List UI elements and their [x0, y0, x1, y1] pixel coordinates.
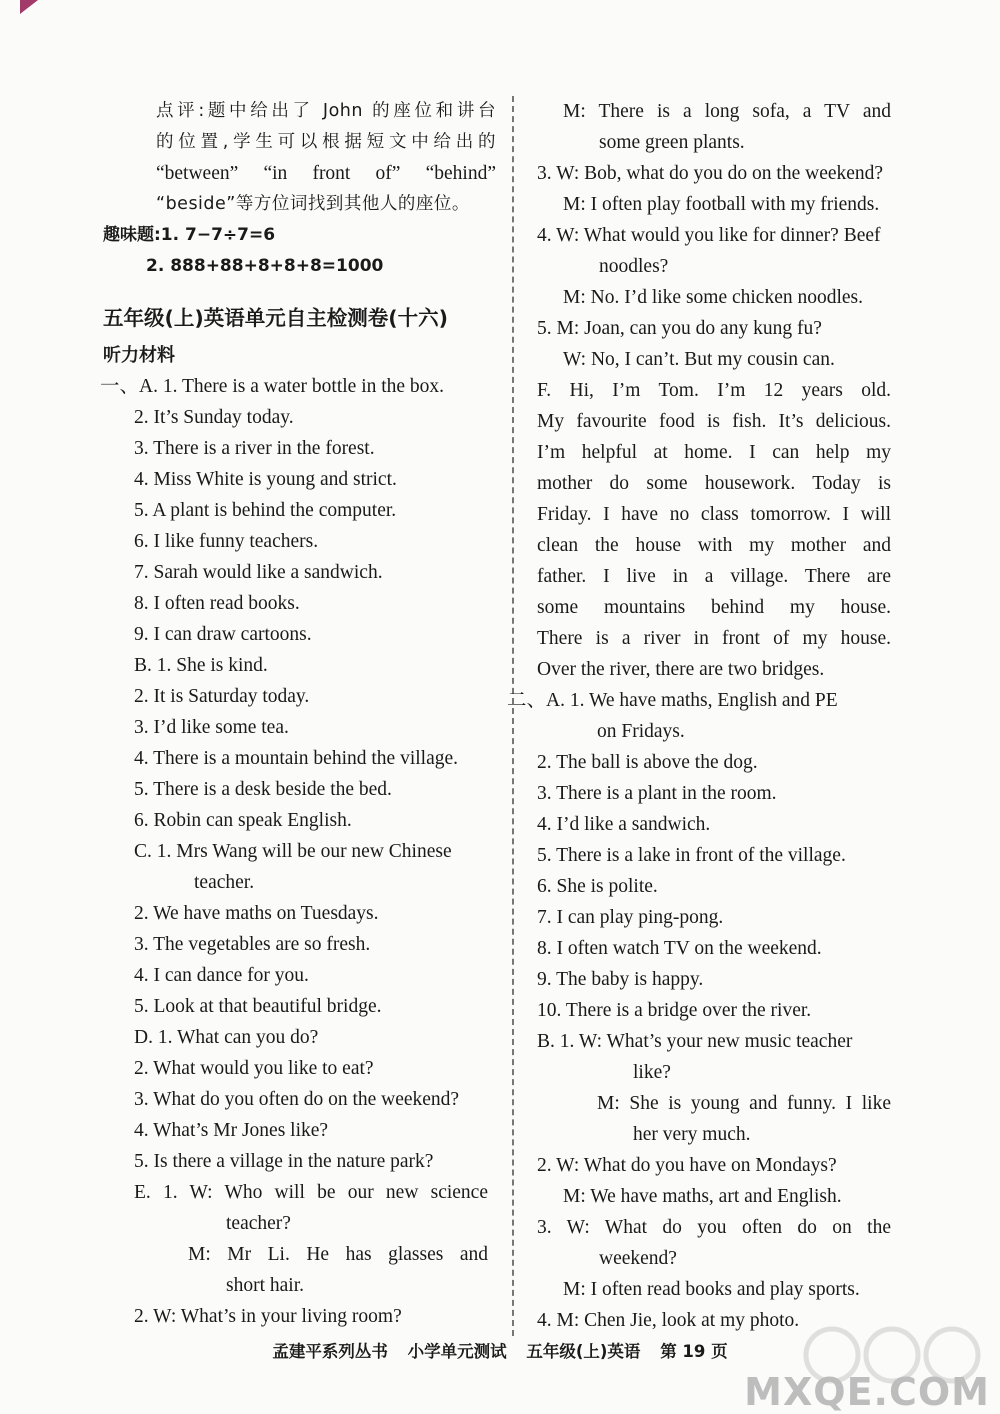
left-text-line: “between” “in front of” “behind” — [156, 163, 496, 184]
right-text-line: My favourite food is fish. It’s delicious. — [537, 411, 891, 432]
left-text-line: 3. What do you often do on the weekend? — [134, 1089, 460, 1110]
left-text-line: 4. There is a mountain behind the village. — [134, 748, 459, 769]
left-text-line: C. 1. Mrs Wang will be our new Chinese — [134, 841, 452, 862]
right-text-line: 4. I’d like a sandwich. — [537, 814, 711, 835]
right-text-line: M: She is young and funny. I like — [597, 1093, 891, 1114]
left-text-line: 7. Sarah would like a sandwich. — [134, 562, 383, 583]
left-text-line: short hair. — [226, 1275, 304, 1296]
right-text-line: M: There is a long sofa, a TV and — [563, 101, 891, 122]
right-column — [505, 96, 900, 1336]
right-text-line: some mountains behind my house. — [537, 597, 891, 618]
left-text-line: 9. I can draw cartoons. — [134, 624, 312, 645]
right-text-line: 5. There is a lake in front of the village. — [537, 845, 846, 866]
left-text-line: teacher. — [194, 872, 255, 893]
right-text-line: W: No, I can’t. But my cousin can. — [563, 349, 835, 370]
right-text-line: 2. The ball is above the dog. — [537, 752, 758, 773]
right-text-line: 4. W: What would you like for dinner? Beef — [537, 225, 881, 246]
left-text-line: 2. It’s Sunday today. — [134, 407, 294, 428]
right-text-line: like? — [633, 1062, 671, 1083]
right-text-line: M: I often read books and play sports. — [563, 1279, 860, 1300]
right-text-line: There is a river in front of my house. — [537, 628, 891, 649]
right-text-line: 2. W: What do you have on Mondays? — [537, 1155, 837, 1176]
right-text-line: father. I live in a village. There are — [537, 566, 891, 587]
right-text-line: 9. The baby is happy. — [537, 969, 704, 990]
corner-mark — [20, 0, 38, 14]
right-text-line: 6. She is polite. — [537, 876, 658, 897]
right-text-line: some green plants. — [599, 132, 745, 153]
left-text-line: 听力材料 — [103, 345, 175, 366]
left-column — [98, 96, 500, 1332]
right-text-line: 3. There is a plant in the room. — [537, 783, 777, 804]
footer-page-number: 第 19 页 — [660, 1342, 728, 1361]
right-text-line: I’m helpful at home. I can help my — [537, 442, 891, 463]
left-text-line: 4. I can dance for you. — [134, 965, 309, 986]
left-text-line: “beside”等方位词找到其他人的座位。 — [156, 194, 470, 214]
footer-book: 小学单元测试 — [407, 1342, 507, 1361]
left-text-line: D. 1. What can you do? — [134, 1027, 319, 1048]
right-text-line: B. 1. W: What’s your new music teacher — [537, 1031, 853, 1052]
left-text-line: 点评:题中给出了 John 的座位和讲台 — [156, 101, 496, 121]
right-text-line: Over the river, there are two bridges. — [537, 659, 825, 680]
left-text-line: 3. I’d like some tea. — [134, 717, 289, 738]
left-text-line: 4. What’s Mr Jones like? — [134, 1120, 329, 1141]
right-text-line: M: I often play football with my friends. — [563, 194, 880, 215]
left-text-line: B. 1. She is kind. — [134, 655, 268, 676]
right-text-line: 8. I often watch TV on the weekend. — [537, 938, 822, 959]
left-text-line: E. 1. W: Who will be our new science — [134, 1182, 488, 1203]
left-text-line: 2. 888+88+8+8+8=1000 — [146, 256, 384, 276]
right-text-line: 10. There is a bridge over the river. — [537, 1000, 812, 1021]
right-text-line: 3. W: What do you often do on the — [537, 1217, 891, 1238]
right-text-line: her very much. — [633, 1124, 751, 1145]
footer-series: 孟建平系列丛书 — [272, 1342, 388, 1361]
left-text-line: 2. W: What’s in your living room? — [134, 1306, 402, 1327]
left-text-line: teacher? — [226, 1213, 291, 1234]
right-text-line: 二、A. 1. We have maths, English and PE — [507, 690, 838, 711]
left-text-line: 五年级(上)英语单元自主检测卷(十六) — [103, 306, 448, 330]
watermark-text: MXQE.COM — [744, 1370, 990, 1414]
left-text-line: 5. Is there a village in the nature park? — [134, 1151, 434, 1172]
right-text-line: Friday. I have no class tomorrow. I will — [537, 504, 891, 525]
left-text-line: 趣味题:1. 7−7÷7=6 — [103, 225, 276, 245]
left-text-line: 一、A. 1. There is a water bottle in the box. — [100, 376, 445, 397]
left-text-line: 2. It is Saturday today. — [134, 686, 310, 707]
left-text-line: 6. Robin can speak English. — [134, 810, 352, 831]
right-text-line: M: No. I’d like some chicken noodles. — [563, 287, 864, 308]
right-text-line: 5. M: Joan, can you do any kung fu? — [537, 318, 822, 339]
left-text-line: 5. Look at that beautiful bridge. — [134, 996, 382, 1017]
left-text-line: 3. The vegetables are so fresh. — [134, 934, 371, 955]
right-text-line: on Fridays. — [597, 721, 685, 742]
right-text-line: noodles? — [599, 256, 669, 277]
left-text-line: 2. We have maths on Tuesdays. — [134, 903, 379, 924]
right-text-line: clean the house with my mother and — [537, 535, 891, 556]
right-text-line: 4. M: Chen Jie, look at my photo. — [537, 1310, 800, 1331]
left-text-line: 8. I often read books. — [134, 593, 300, 614]
left-text-line: 2. What would you like to eat? — [134, 1058, 374, 1079]
left-text-line: 5. A plant is behind the computer. — [134, 500, 397, 521]
left-text-line: 4. Miss White is young and strict. — [134, 469, 397, 490]
footer-subject: 五年级(上)英语 — [526, 1342, 641, 1361]
left-text-line: 的位置,学生可以根据短文中给出的 — [156, 132, 496, 152]
right-text-line: M: We have maths, art and English. — [563, 1186, 842, 1207]
right-text-line: 7. I can play ping-pong. — [537, 907, 724, 928]
right-text-line: mother do some housework. Today is — [537, 473, 891, 494]
left-text-line: 6. I like funny teachers. — [134, 531, 319, 552]
right-text-line: weekend? — [599, 1248, 677, 1269]
right-text-line: F. Hi, I’m Tom. I’m 12 years old. — [537, 380, 891, 401]
right-text-line: 3. W: Bob, what do you do on the weekend? — [537, 163, 884, 184]
left-text-line: 3. There is a river in the forest. — [134, 438, 375, 459]
left-text-line: 5. There is a desk beside the bed. — [134, 779, 392, 800]
left-text-line: M: Mr Li. He has glasses and — [188, 1244, 488, 1265]
